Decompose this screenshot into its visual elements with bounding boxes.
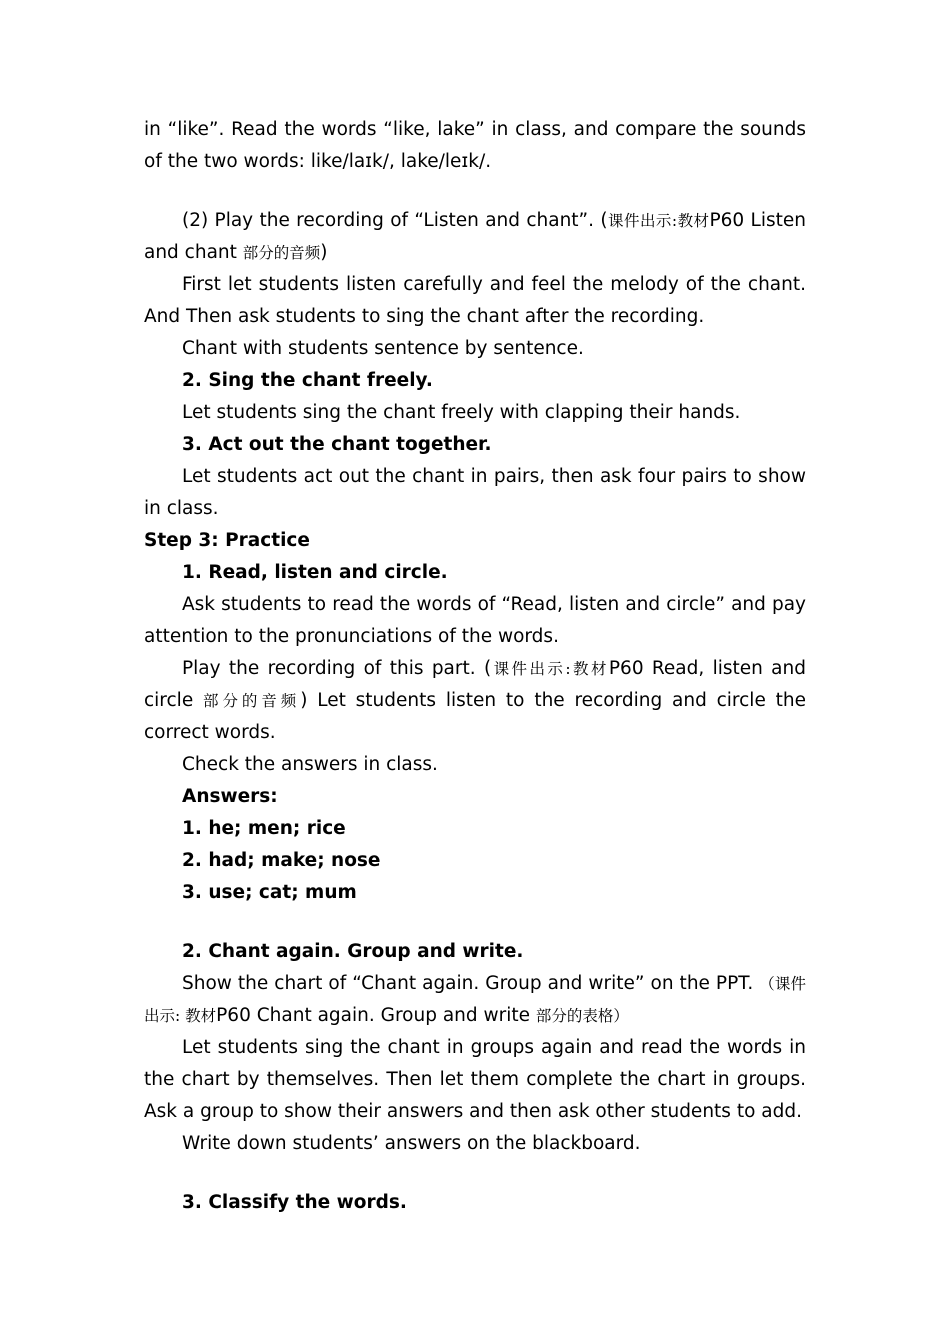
text-span: Ask students to read the words of “Read, listen and circle” and pay attention to the pronunciations of the words.	[144, 594, 806, 647]
text-span: 1. he; men; rice	[182, 818, 346, 839]
body-paragraph	[144, 589, 806, 653]
text-span: in “like”. Read the words “like, lake” in class, and compare the sounds of the two words: like/laɪk/, lake/leɪk/.	[144, 119, 806, 172]
text-span: Show the chart of “Chant again. Group and write” on the PPT.	[182, 973, 760, 994]
text-span: Check the answers in class.	[182, 754, 438, 775]
text-span: Let students sing the chant in groups again and read the words in the chart by themselves. Then let them complete the chart in groups. Ask a group to show their answers and then ask other students to add.	[144, 1037, 806, 1122]
body-paragraph	[144, 205, 806, 269]
chinese-note: （课件出示: 教材	[144, 975, 806, 1025]
text-span: 3. Classify the words.	[182, 1192, 407, 1213]
body-paragraph	[144, 968, 806, 1032]
text-span: Let students sing the chant freely with clapping their hands.	[182, 402, 741, 423]
text-span: Play the recording of this part. (	[182, 658, 492, 679]
text-span: Let students act out the chant in pairs, then ask four pairs to show in class.	[144, 466, 806, 519]
text-span: ) Let students listen to the recording and circle the correct words.	[144, 690, 806, 743]
chinese-note: 部分的音频	[203, 692, 301, 710]
section-heading	[144, 365, 806, 397]
body-paragraph	[144, 397, 806, 429]
body-paragraph	[144, 1032, 806, 1128]
chinese-note: 部分的表格）	[535, 1007, 629, 1025]
section-heading	[144, 813, 806, 845]
chinese-note: 课件出示:教材	[491, 660, 609, 678]
text-span: P60 Read, listen and circle	[144, 658, 806, 711]
text-span: Step 3: Practice	[144, 530, 310, 551]
text-span: 3. use; cat; mum	[182, 882, 357, 903]
text-span: Chant with students sentence by sentence.	[182, 338, 584, 359]
section-heading	[144, 877, 806, 909]
section-heading	[144, 429, 806, 461]
section-heading	[144, 557, 806, 589]
text-span: Answers:	[182, 786, 278, 807]
text-span: 2. Chant again. Group and write.	[182, 941, 524, 962]
text-span: (2) Play the recording of “Listen and chant”. (	[182, 210, 608, 231]
step-heading	[144, 525, 806, 557]
body-paragraph	[144, 461, 806, 525]
text-span: First let students listen carefully and feel the melody of the chant. And Then ask students to sing the chant after the recording.	[144, 274, 806, 327]
text-span: Write down students’ answers on the blackboard.	[182, 1133, 641, 1154]
section-heading	[144, 1187, 806, 1219]
section-heading	[144, 845, 806, 877]
text-span: P60 Chant again. Group and write	[216, 1005, 536, 1026]
blank-line	[144, 178, 806, 205]
text-span: 3. Act out the chant together.	[182, 434, 492, 455]
body-paragraph	[144, 269, 806, 333]
body-paragraph	[144, 1128, 806, 1160]
text-span: 1. Read, listen and circle.	[182, 562, 448, 583]
body-paragraph	[144, 114, 806, 178]
text-span: 2. Sing the chant freely.	[182, 370, 433, 391]
section-heading	[144, 781, 806, 813]
chinese-note: 课件出示:教材	[607, 212, 710, 230]
body-paragraph	[144, 333, 806, 365]
text-span: )	[320, 242, 328, 263]
text-span: 2. had; make; nose	[182, 850, 381, 871]
chinese-note: 部分的音频	[242, 244, 321, 262]
blank-line	[144, 909, 806, 936]
body-paragraph	[144, 749, 806, 781]
blank-line	[144, 1160, 806, 1187]
section-heading	[144, 936, 806, 968]
text-span: P60 Listen and chant	[144, 210, 806, 263]
body-paragraph	[144, 653, 806, 749]
lesson-plan-body	[144, 114, 806, 1219]
